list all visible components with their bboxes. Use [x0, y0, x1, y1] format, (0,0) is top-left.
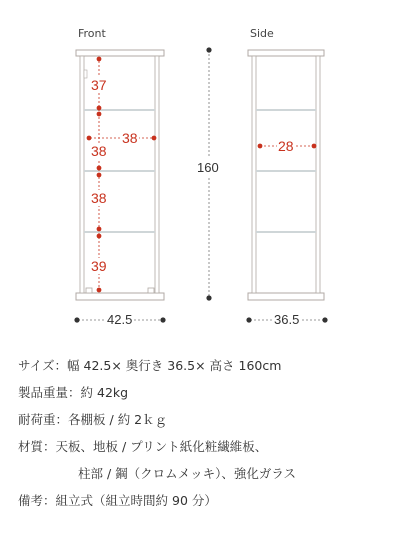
spec-sep: ： — [55, 412, 69, 427]
front-view-drawing — [74, 50, 165, 323]
spec-key: 製品重量 — [18, 385, 69, 400]
total-height-dot — [206, 295, 211, 300]
side-dim-dot — [312, 144, 317, 149]
front-dim-dot — [97, 227, 102, 232]
front-inner-width: 38 — [122, 130, 138, 146]
spec-key: 材質 — [18, 439, 44, 454]
side-bottom-board — [248, 293, 324, 300]
front-dim-dot — [87, 136, 92, 141]
spec-key: 耐荷重 — [18, 412, 56, 427]
side-left-post — [252, 56, 256, 293]
spec-row-weight — [18, 379, 413, 406]
front-right-foot — [148, 288, 154, 293]
front-bottom-board — [76, 293, 164, 300]
spec-key: 備考 — [18, 493, 44, 508]
spec-value: 幅 42.5× 奥行き 36.5× 高さ 160cm — [67, 358, 282, 373]
spec-row-notes — [18, 487, 413, 514]
spec-value: 天板、地板 / プリント紙化粧繊維板、 — [55, 439, 268, 454]
front-shelf-height-3: 38 — [91, 190, 107, 206]
front-shelf-height-1: 37 — [91, 77, 107, 93]
spec-list — [18, 352, 413, 514]
side-dim-dot — [258, 144, 263, 149]
side-depth-value: 36.5 — [274, 312, 300, 327]
front-left-post — [80, 56, 84, 293]
side-view-label: Side — [250, 27, 274, 40]
spec-sep: ： — [54, 358, 68, 373]
total-height-dot — [206, 47, 211, 52]
front-dim-dot — [97, 57, 102, 62]
spec-key: サイズ — [18, 358, 55, 373]
front-width-dot — [160, 317, 165, 322]
spec-sep: ： — [43, 439, 56, 454]
front-dim-dot — [97, 234, 102, 239]
front-top-board — [76, 50, 164, 56]
side-inner-depth: 28 — [278, 138, 294, 154]
front-shelf-height-4: 39 — [91, 258, 107, 274]
side-right-post — [316, 56, 320, 293]
spec-value: 約 42kg — [80, 385, 129, 400]
spec-value: 各棚板 / 約 2ｋｇ — [68, 412, 168, 427]
spec-row-load — [18, 406, 413, 433]
front-view-label: Front — [78, 27, 106, 40]
front-right-post — [155, 56, 159, 293]
front-dim-dot — [97, 288, 102, 293]
total-height-value: 160 — [197, 160, 219, 175]
front-dim-dot — [97, 112, 102, 117]
front-dim-dot — [97, 166, 102, 171]
spec-row-material — [18, 433, 413, 460]
spec-value: 組立式（組立時間約 90 分） — [55, 493, 217, 508]
side-depth-dot — [246, 317, 251, 322]
front-width-dot — [74, 317, 79, 322]
front-left-foot — [86, 288, 92, 293]
spec-row-size — [18, 352, 413, 379]
side-top-board — [248, 50, 324, 56]
front-hinge — [84, 70, 87, 78]
front-shelf-height-2: 38 — [91, 143, 107, 159]
front-dim-dot — [97, 173, 102, 178]
front-dim-dot — [97, 106, 102, 111]
side-view-drawing — [246, 50, 327, 323]
spec-sep: ： — [43, 493, 56, 508]
spec-value: 柱部 / 鋼（クロムメッキ）、強化ガラス — [78, 466, 297, 481]
spec-row-material-cont — [18, 460, 413, 487]
front-dim-dot — [152, 136, 157, 141]
front-width-value: 42.5 — [107, 312, 133, 327]
side-depth-dot — [322, 317, 327, 322]
spec-sep: ： — [68, 385, 81, 400]
